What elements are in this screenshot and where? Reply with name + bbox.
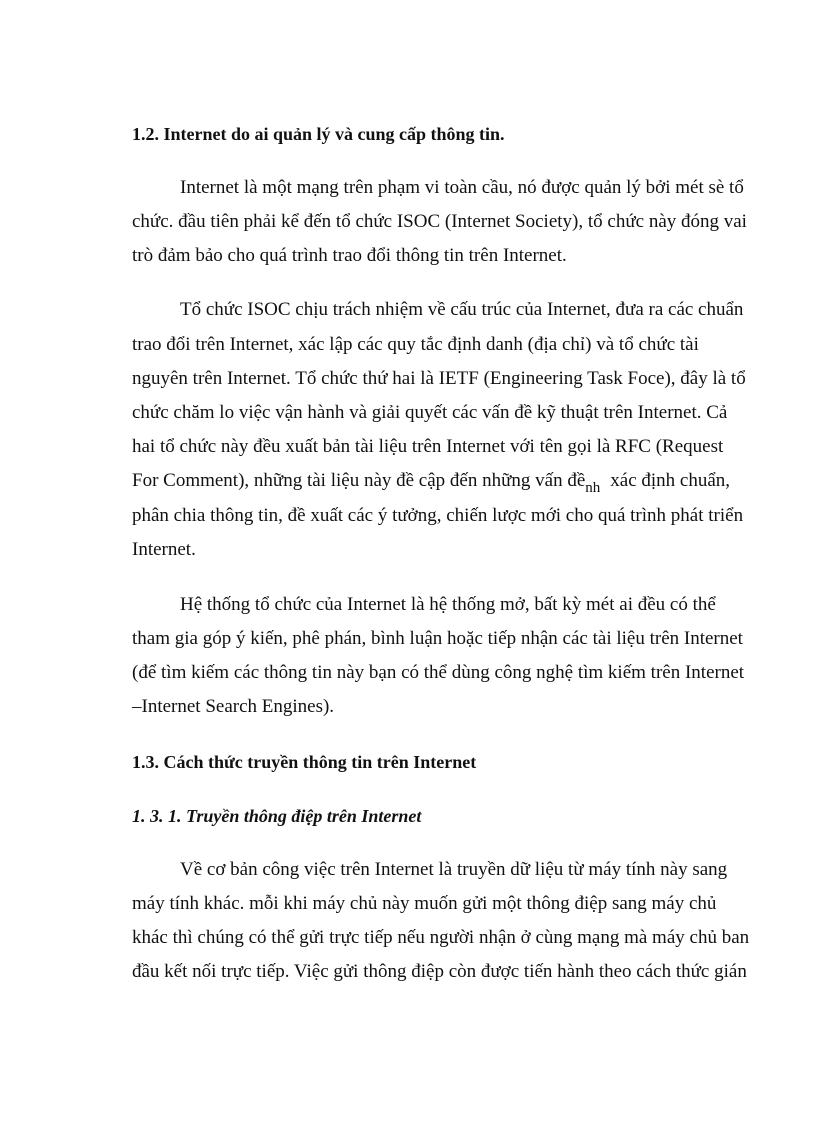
para2-line-6-text: For Comment), những tài liệu này đề cập đến những vấn đề: [132, 470, 586, 491]
para2-line-2: trao đổi trên Internet, xác lập các quy tắc định danh (địa chỉ) và tổ chức tài: [132, 334, 699, 355]
para2-line-8: Internet.: [132, 539, 196, 560]
para1-line-3: trò đảm bảo cho quá trình trao đổi thông tin trên Internet.: [132, 245, 567, 266]
para1-line-1: Internet là một mạng trên phạm vi toàn cầu, nó được quản lý bởi mét sè tổ: [180, 177, 744, 198]
para4-line-1: Về cơ bản công việc trên Internet là truyền dữ liệu từ máy tính này sang: [180, 859, 728, 880]
para2-line-6: [132, 469, 730, 494]
para3-line-3: (để tìm kiếm các thông tin này bạn có thể dùng công nghệ tìm kiếm trên Internet: [132, 662, 745, 683]
para1-line-2: chức. đầu tiên phải kể đến tổ chức ISOC (Internet Society), tổ chức này đóng vai: [132, 211, 747, 232]
subsection-heading-1-3-1: 1. 3. 1. Truyền thông điệp trên Internet: [132, 806, 422, 826]
para4-line-3: khác thì chúng có thể gửi trực tiếp nếu người nhận ở cùng mạng mà máy chủ ban: [132, 927, 750, 948]
para3-line-1: Hệ thống tổ chức của Internet là hệ thống mở, bất kỳ mét ai đều có thể: [180, 594, 716, 615]
para2-line-3: nguyên trên Internet. Tổ chức thứ hai là IETF (Engineering Task Foce), đây là tổ: [132, 368, 746, 389]
section-heading-1-2: 1.2. Internet do ai quản lý và cung cấp thông tin.: [132, 124, 505, 144]
para3-line-4: –Internet Search Engines).: [132, 696, 335, 717]
para2-line-7: phân chia thông tin, đề xuất các ý tưởng, chiến lược mới cho quá trình phát triển: [132, 505, 744, 526]
para2-line-6-tail: xác định chuẩn,: [610, 470, 731, 491]
para2-line-1: Tổ chức ISOC chịu trách nhiệm về cấu trúc của Internet, đưa ra các chuẩn: [180, 299, 744, 320]
para2-subscript: nh: [585, 480, 601, 496]
para2-line-4: chức chăm lo việc vận hành và giải quyết các vấn đề kỹ thuật trên Internet. Cả: [132, 402, 728, 423]
para4-line-4: đầu kết nối trực tiếp. Việc gửi thông điệp còn được tiến hành theo cách thức gián: [132, 961, 747, 982]
section-heading-1-3: 1.3. Cách thức truyền thông tin trên Internet: [132, 752, 477, 772]
para4-line-2: máy tính khác. mỗi khi máy chủ này muốn gửi một thông điệp sang máy chủ: [132, 893, 717, 914]
para3-line-2: tham gia góp ý kiến, phê phán, bình luận hoặc tiếp nhận các tài liệu trên Internet: [132, 628, 743, 649]
para2-line-5: hai tổ chức này đều xuất bản tài liệu trên Internet với tên gọi là RFC (Request: [132, 436, 724, 457]
